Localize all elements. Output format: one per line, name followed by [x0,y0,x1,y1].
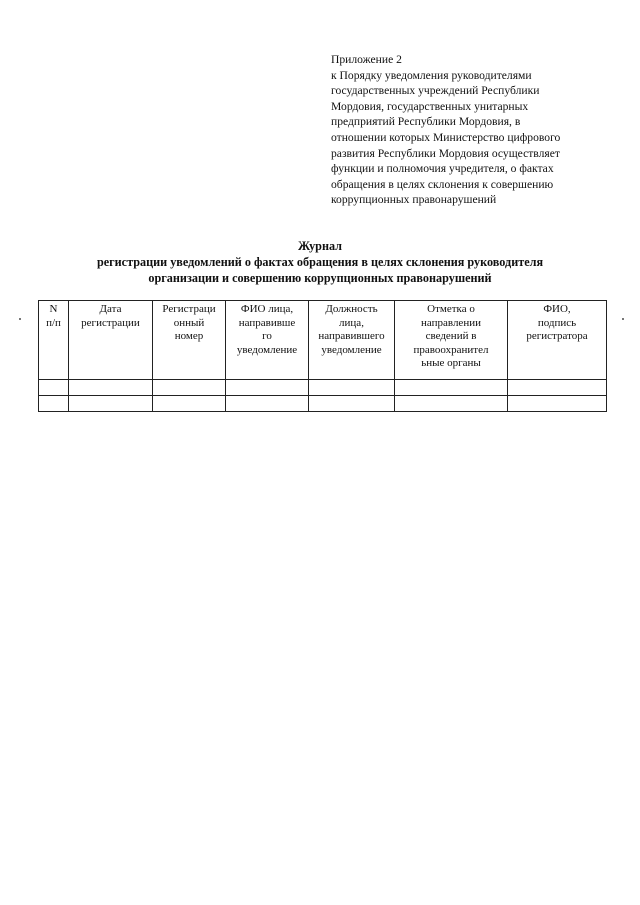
column-header-law-enforcement-mark [395,301,508,380]
appendix-line: Мордовия, государственных унитарных [331,99,529,113]
appendix-line: государственных учреждений Республики [331,84,540,98]
table-row [39,380,607,396]
table-cell [69,380,153,396]
table-header-row [39,301,607,380]
header-text: регистрации [81,316,140,329]
header-text: Дата [99,303,122,315]
appendix-note [331,52,631,208]
header-text: п/п [46,316,61,329]
table-row [39,396,607,412]
table-cell [309,396,395,412]
header-text: Регистраци [162,303,216,315]
header-text: ФИО лица, [240,303,294,315]
header-text: направивше [238,316,296,329]
header-text: уведомление [321,343,382,356]
table-cell [153,396,226,412]
header-text: направившего [318,330,385,343]
table-cell [153,380,226,396]
header-text: онный [173,316,205,329]
appendix-line: обращения в целях склонения к совершению [331,177,554,191]
column-header-sender-position [309,301,395,380]
table-cell [226,380,309,396]
appendix-line: развития Республики Мордовия осуществляет [331,146,560,160]
scan-speck [19,318,21,320]
header-text: ФИО, [543,303,571,315]
appendix-line: Приложение 2 [331,53,402,66]
header-text: N [49,303,58,315]
table-cell [508,380,607,396]
header-text: правоохранител [413,343,489,356]
table-cell [395,380,508,396]
column-header-registrar-signature [508,301,607,380]
table-cell [309,380,395,396]
appendix-line: к Порядку уведомления руководителями [331,68,532,82]
table-cell [226,396,309,412]
appendix-line: коррупционных правонарушений [331,193,497,207]
appendix-line: предприятий Республики Мордовия, в [331,115,521,129]
table-cell [395,396,508,412]
header-text: сведений в [425,330,477,343]
header-text: го [262,330,272,343]
table-cell [39,380,69,396]
column-header-sender-name [226,301,309,380]
journal-subtitle-line: организации и совершению коррупционных правонарушений [148,271,492,285]
header-text: направлении [421,316,481,329]
journal-subtitle-line: регистрации уведомлений о фактах обращения в целях склонения руководителя [96,255,544,269]
header-text: номер [174,330,204,343]
journal-title: Журнал [297,239,343,253]
header-text: лица, [339,316,364,329]
header-text: ьные органы [421,357,481,370]
scan-speck [622,318,624,320]
registration-journal-table [38,300,607,412]
table-cell [508,396,607,412]
header-text: Должность [325,303,378,315]
appendix-line: отношении которых Министерство цифрового [331,130,561,144]
table-cell [69,396,153,412]
column-header-registration-number [153,301,226,380]
column-header-number [39,301,69,380]
column-header-registration-date [69,301,153,380]
table-cell [39,396,69,412]
header-text: регистратора [526,330,588,343]
header-text: Отметка о [427,303,475,315]
header-text: уведомление [236,343,298,356]
header-text: подпись [537,316,577,329]
appendix-line: функции и полномочия учредителя, о фактах [331,162,554,176]
journal-heading [0,238,640,286]
